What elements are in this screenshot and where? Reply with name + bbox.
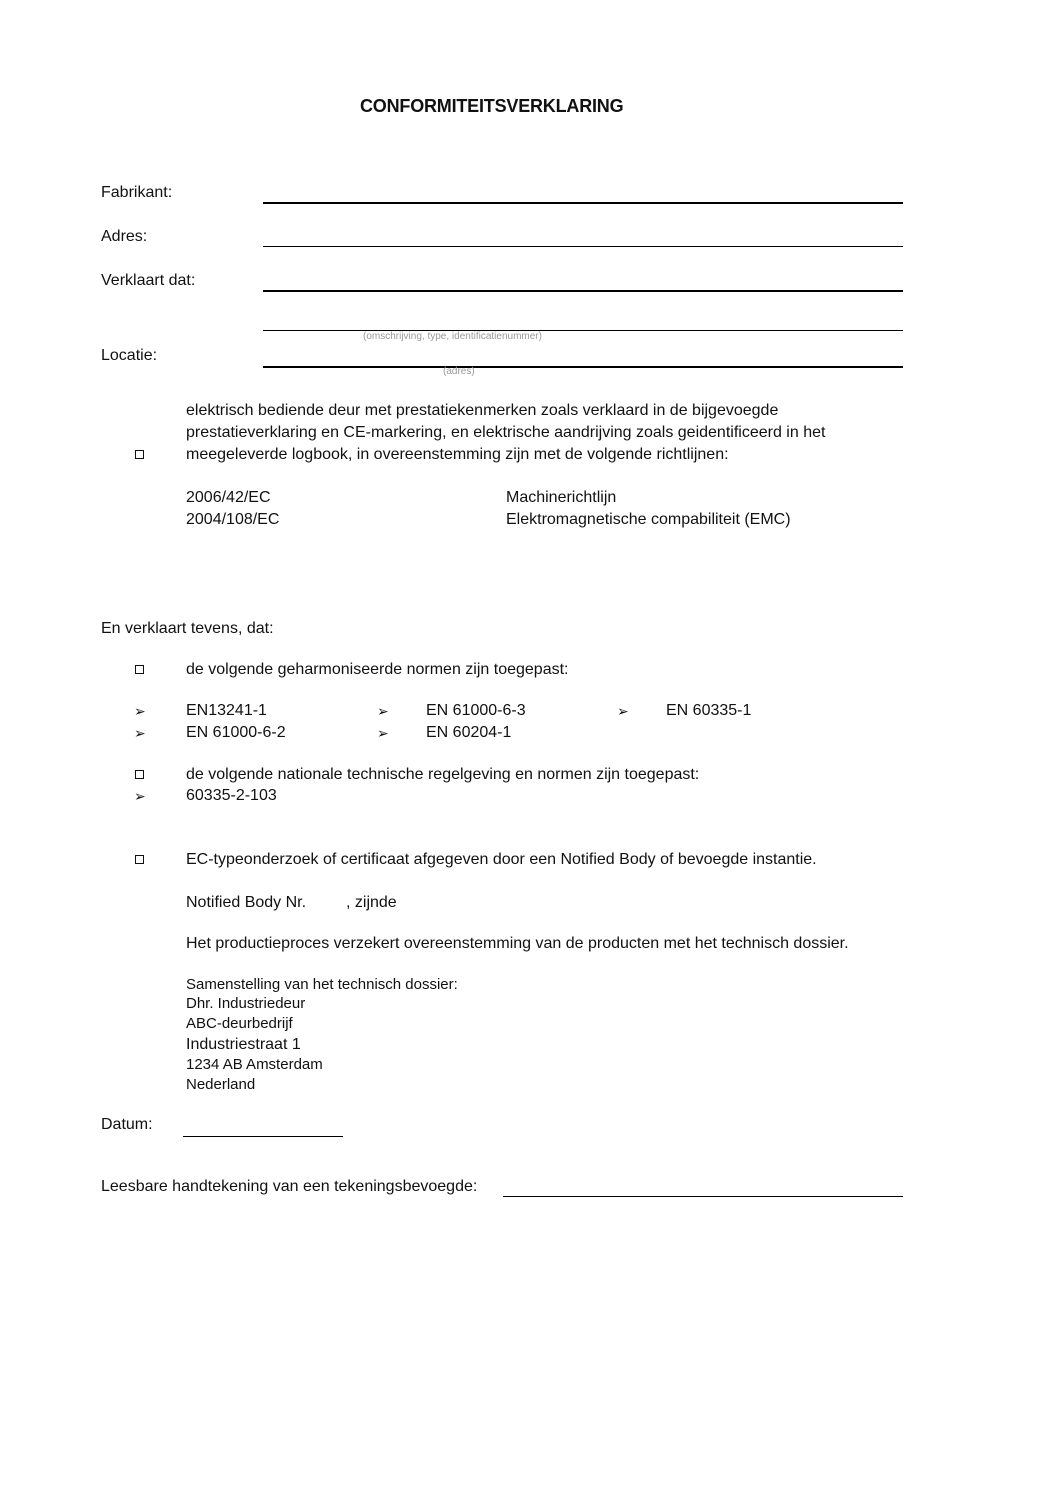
norm-item: EN 61000-6-2 (186, 724, 286, 741)
dossier-heading: Samenstelling van het technisch dossier: (186, 976, 458, 993)
dossier-line: Nederland (186, 1076, 256, 1093)
production-text: Het productieproces verzekert overeenstemming van de producten met het technisch dossier. (186, 935, 849, 952)
address-label: Adres: (101, 228, 148, 245)
declaration-checkbox[interactable] (135, 450, 144, 459)
dossier-line: Dhr. Industriedeur (186, 995, 306, 1012)
dossier-line: Industriestraat 1 (186, 1036, 301, 1053)
address-field[interactable] (263, 246, 903, 247)
ec-type-text: EC-typeonderzoek of certificaat afgegeven door een Notified Body of bevoegde instantie. (186, 851, 817, 868)
arrow-bullet-icon: ➢ (617, 703, 629, 719)
declaration-line-3: meegeleverde logbook, in overeenstemming zijn met de volgende richtlijnen: (186, 446, 729, 463)
arrow-bullet-icon: ➢ (134, 788, 146, 804)
norm-item: EN 61000-6-3 (426, 702, 526, 719)
declares-label: Verklaart dat: (101, 272, 196, 289)
directive-name: Machinerichtlijn (506, 489, 617, 506)
date-label: Datum: (101, 1116, 153, 1133)
location-label: Locatie: (101, 347, 158, 364)
address-hint: (adres) (443, 366, 475, 377)
also-declares-heading: En verklaart tevens, dat: (101, 620, 274, 637)
signature-field[interactable] (503, 1196, 903, 1197)
signature-label: Leesbare handtekening van een tekeningsbevoegde: (101, 1178, 478, 1195)
directive-name: Elektromagnetische compabiliteit (EMC) (506, 511, 791, 528)
arrow-bullet-icon: ➢ (377, 725, 389, 741)
norm-item: EN13241-1 (186, 702, 267, 719)
harmonised-checkbox[interactable] (135, 665, 144, 674)
dossier-line: ABC-deurbedrijf (186, 1015, 293, 1032)
notified-body-suffix: , zijnde (346, 894, 397, 911)
declaration-line-2: prestatieverklaring en CE-markering, en elektrische aandrijving zoals geidentificeerd in het (186, 424, 826, 441)
location-field[interactable] (263, 366, 903, 368)
manufacturer-field[interactable] (263, 202, 903, 204)
dossier-line: 1234 AB Amsterdam (186, 1056, 323, 1073)
arrow-bullet-icon: ➢ (377, 703, 389, 719)
notified-body-label: Notified Body Nr. (186, 894, 307, 911)
description-hint: (omschrijving, type, identificatienummer) (363, 331, 542, 342)
norm-item: EN 60335-1 (666, 702, 752, 719)
description-field[interactable] (263, 330, 903, 331)
manufacturer-label: Fabrikant: (101, 184, 173, 201)
national-checkbox[interactable] (135, 770, 144, 779)
norm-item: EN 60204-1 (426, 724, 512, 741)
directive-code: 2004/108/EC (186, 511, 280, 528)
page-title: CONFORMITEITSVERKLARING (360, 96, 624, 116)
directive-code: 2006/42/EC (186, 489, 271, 506)
national-text: de volgende nationale technische regelgeving en normen zijn toegepast: (186, 766, 700, 783)
arrow-bullet-icon: ➢ (134, 703, 146, 719)
declaration-line-1: elektrisch bediende deur met prestatiekenmerken zoals verklaard in de bijgevoegde (186, 402, 779, 419)
national-norm-item: 60335-2-103 (186, 787, 277, 804)
declares-field[interactable] (263, 290, 903, 292)
harmonised-text: de volgende geharmoniseerde normen zijn toegepast: (186, 661, 569, 678)
date-field[interactable] (183, 1136, 343, 1137)
arrow-bullet-icon: ➢ (134, 725, 146, 741)
ec-type-checkbox[interactable] (135, 855, 144, 864)
